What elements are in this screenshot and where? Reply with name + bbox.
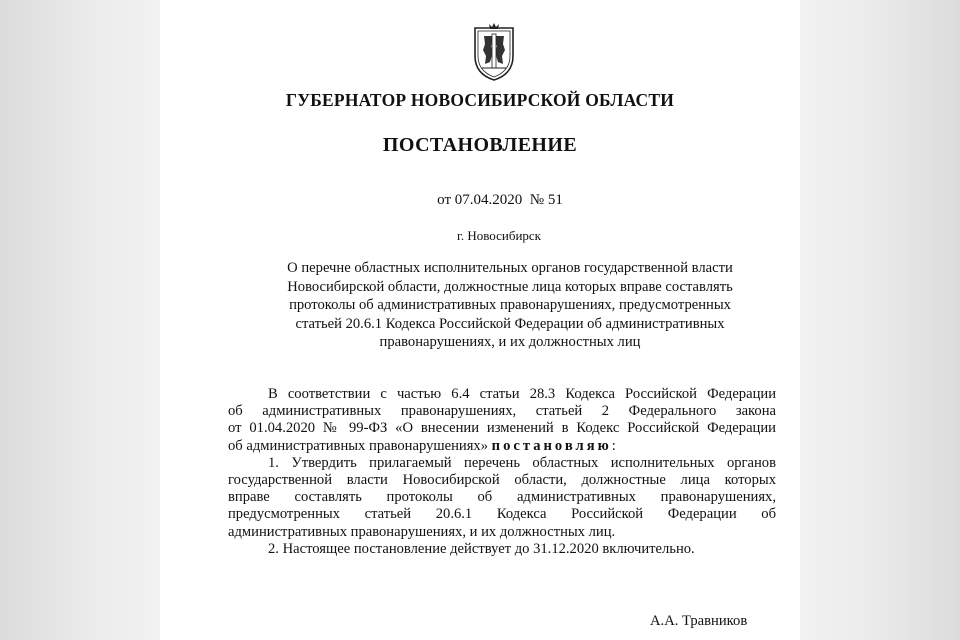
preamble-line: от 01.04.2020 № 99-ФЗ «О внесении изменений в Кодекс Российской Федерации [228,420,776,437]
issuer-title: ГУБЕРНАТОР НОВОСИБИРСКОЙ ОБЛАСТИ [285,90,675,110]
preamble-closing-line [228,438,776,455]
blurred-background-left [0,0,160,640]
item-1-last-line: административных правонарушениях, и их должностных лиц. [228,523,616,540]
preamble-last-text: об административных правонарушениях» [228,437,489,454]
subject-line: О перечне областных исполнительных органов государственной власти [287,260,733,276]
item-1-line: 1. Утвердить прилагаемый перечень областных исполнительных органов [268,454,776,471]
document-page [160,0,800,640]
item-2: 2. Настоящее постановление действует до 31.12.2020 включительно. [268,540,695,557]
document-type: ПОСТАНОВЛЕНИЕ [382,134,578,156]
coat-of-arms-icon [471,22,517,82]
blurred-background-right [800,0,960,640]
city: г. Новосибирск [456,228,541,243]
date-and-number: от 07.04.2020 № 51 [437,192,563,208]
subject-line: статьей 20.6.1 Кодекса Российской Федерации об административных [295,315,725,332]
item-1-line: предусмотренных статьей 20.6.1 Кодекса Российской Федерации об [228,506,776,523]
item-1-line: вправе составлять протоколы об административных правонарушениях, [228,489,776,506]
preamble-line: В соответствии с частью 6.4 статьи 28.3 Кодекса Российской Федерации [268,386,776,402]
subject-line: правонарушениях, и их должностных лиц [379,334,641,351]
document-body [228,386,776,558]
decree-colon: : [611,437,616,454]
document-subject [250,259,770,352]
signatory-name: А.А. Травников [650,613,748,629]
preamble-line: об административных правонарушениях, статьей 2 Федерального закона [228,403,776,420]
subject-line: протоколы об административных правонарушениях, предусмотренных [289,297,731,314]
decree-word: постановляю [491,437,612,454]
subject-line: Новосибирской области, должностные лица которых вправе составлять [287,278,733,295]
item-1-line: государственной власти Новосибирской области, должностные лица которых [228,472,776,489]
